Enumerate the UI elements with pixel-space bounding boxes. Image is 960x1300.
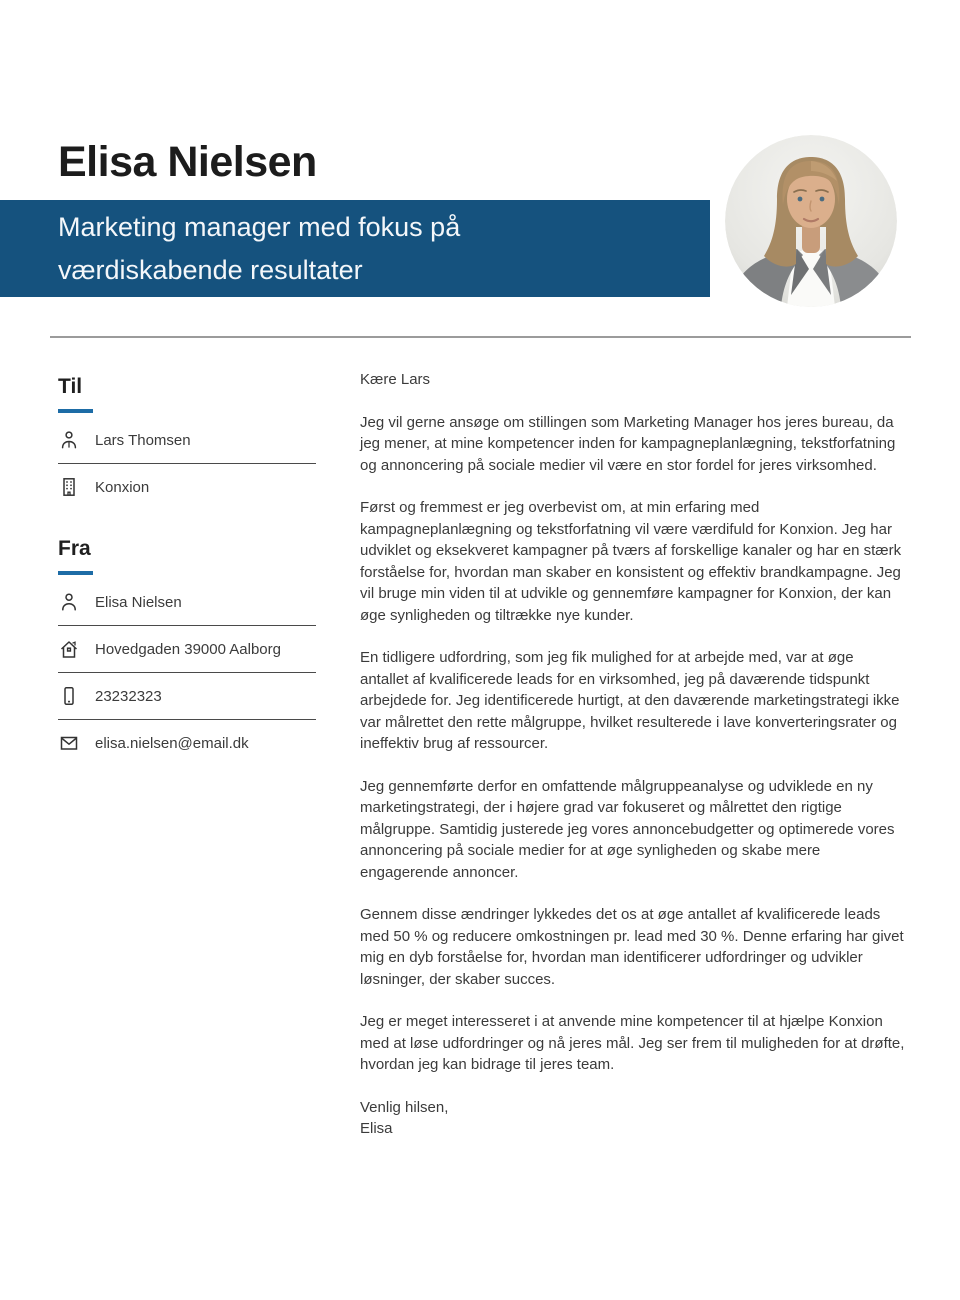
- profile-photo: [725, 135, 897, 307]
- recipient-company: Konxion: [95, 478, 150, 496]
- paragraph-3: En tidligere udfordring, som jeg fik mulighed for at arbejde med, var at øge antallet af kvalificerede leads for en virksomhed, jeg på daværende tidspunkt arbejdede for. Jeg identificerede hurtigt, at den daværende marketingstrategi ikke var målrettet den rette målgruppe, hvilket resulterede i lave konverteringsrater og ineffektiv brug af ressourcer.: [360, 649, 900, 752]
- til-heading-accent-bar: [58, 409, 93, 413]
- sender-phone-row: [58, 672, 316, 719]
- recipient-company-row: [58, 463, 316, 510]
- fra-section: [58, 537, 316, 766]
- person-tie-icon: [58, 429, 80, 451]
- sender-email: elisa.nielsen@email.dk: [95, 734, 249, 752]
- header-divider: [50, 336, 911, 338]
- recipient-name-row: [58, 417, 316, 463]
- til-section: [58, 375, 316, 510]
- paragraph-2: Først og fremmest er jeg overbevist om, at min erfaring med kampagneplanlægning og tekstforfatning vil være værdifuld for Konxion. Jeg har udviklet og eksekveret kampagner på tværs af forskellige kanaler og har en stærk forståelse for, hvordan man skaber en konsistent og effektiv brandkampagne. Jeg vil bruge min viden til at udvikle og gennemføre kampagner for Konxion, der kan øge synligheden og tiltrække nye kunder.: [360, 499, 902, 624]
- sender-email-row: [58, 719, 316, 766]
- person-icon: [58, 591, 80, 613]
- building-icon: [58, 476, 80, 498]
- closing: Venlig hilsen,: [360, 1098, 449, 1116]
- sender-address-row: [58, 625, 316, 672]
- paragraph-1: Jeg vil gerne ansøge om stillingen som Marketing Manager hos jeres bureau, da jeg mener, at mine kompetencer inden for kampagneplanlægning, tekstforfatning og annoncering på sociale medier vil være en stor fordel for jeres virksomhed.: [360, 413, 896, 474]
- paragraph-5: Gennem disse ændringer lykkedes det os at øge antallet af kvalificerede leads med 50 % og reducere omkostningen pr. lead med 30 %. Denne erfaring har givet mig en dyb forståelse for, hvordan man identificerer udfordringer og udvikler løsninger, der skaber succes.: [360, 906, 904, 988]
- smartphone-icon: [58, 685, 80, 707]
- til-heading: Til: [58, 375, 83, 398]
- signature: Elisa: [360, 1120, 393, 1137]
- home-icon: [58, 638, 80, 660]
- tagline-line-2: værdiskabende resultater: [58, 254, 363, 285]
- sender-name-row: [58, 579, 316, 625]
- paragraph-6: Jeg er meget interesseret i at anvende mine kompetencer til at hjælpe Konxion med at løse udfordringer og nå jeres mål. Jeg ser frem til muligheden for at drøfte, hvordan jeg kan bidrage til jeres team.: [360, 1013, 905, 1073]
- contact-sidebar: [58, 375, 316, 766]
- sender-name: Elisa Nielsen: [95, 593, 182, 611]
- portrait-illustration: [725, 135, 897, 307]
- fra-heading-accent-bar: [58, 571, 93, 575]
- sender-address: Hovedgaden 39000 Aalborg: [95, 640, 281, 658]
- sender-phone: 23232323: [95, 687, 162, 705]
- paragraph-4: Jeg gennemførte derfor en omfattende målgruppeanalyse og udviklede en ny marketingstrategi, der i højere grad var fokuseret og målrettet den rigtige målgruppe. Samtidig justerede jeg vores annoncebudgetter og optimerede vores annoncering på sociale medier for at øge synligheden og skabe mere engagerende annoncer.: [360, 777, 895, 881]
- greeting: Kære Lars: [360, 371, 431, 388]
- tagline-line-1: Marketing manager med fokus på: [58, 211, 461, 242]
- fra-heading: Fra: [58, 537, 91, 560]
- envelope-icon: [58, 732, 80, 754]
- tagline-banner: [0, 200, 710, 297]
- letter-body: [360, 369, 906, 1140]
- recipient-name: Lars Thomsen: [95, 431, 191, 449]
- page-title: Elisa Nielsen: [58, 138, 317, 186]
